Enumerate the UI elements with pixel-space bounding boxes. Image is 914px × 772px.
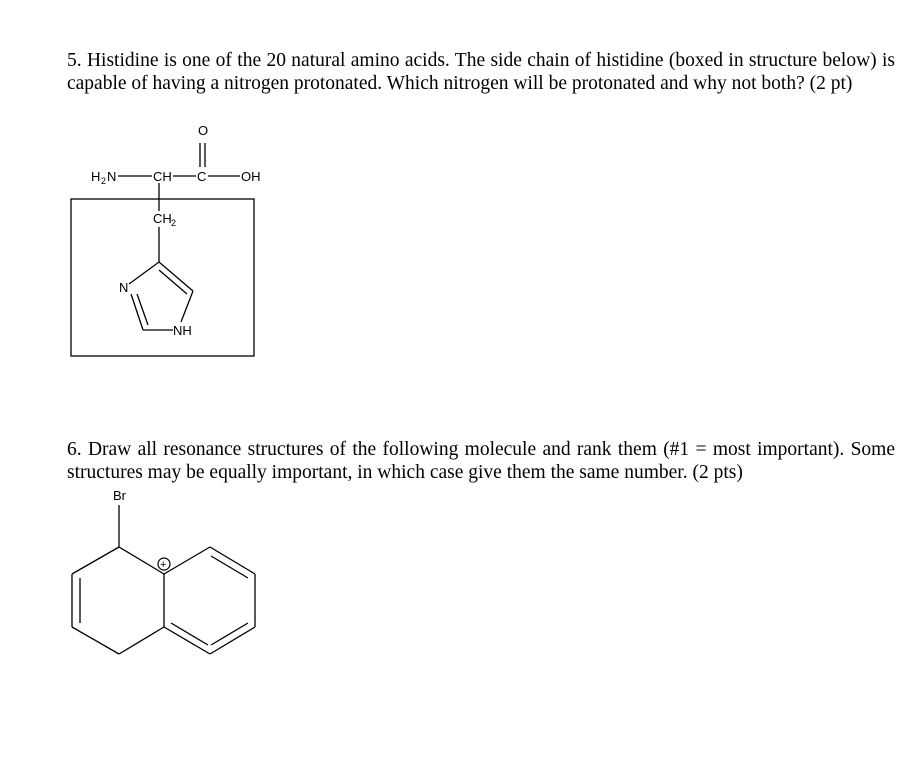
methylene-sub-label: 2 [171, 218, 177, 228]
left-ring-bond-5 [119, 547, 167, 574]
right-ring-bond-4 [210, 627, 255, 654]
left-ring-bond-1 [72, 547, 119, 574]
left-ring-bond-4 [119, 627, 164, 654]
right-ring-bond-2 [210, 547, 255, 574]
ring-nh-label: NH [173, 323, 192, 338]
alpha-carbon-label: CH [153, 169, 172, 184]
left-ring-bond-3 [72, 627, 119, 654]
right-ring-bond-1 [164, 547, 210, 574]
carbonyl-carbon-label: C [197, 169, 207, 184]
hydroxyl-label: OH [241, 169, 261, 184]
amine-sub-label: 2 [101, 176, 107, 186]
question-5-text: 5. Histidine is one of the 20 natural amino acids. The side chain of histidine (boxed in structure below) is capable of having a nitrogen protonated. Which nitrogen will be protonated and why not both? (2 pt) [67, 50, 895, 94]
amine-n-label: N [107, 169, 117, 184]
ring-n-label: N [119, 280, 129, 295]
amine-h-label: H [91, 169, 101, 184]
carbonyl-oxygen-label: O [198, 123, 209, 138]
methylene-c-label: CH [153, 211, 172, 226]
right-ring-bond-5 [164, 627, 210, 654]
positive-charge-label: + [160, 559, 167, 571]
question-6-text: 6. Draw all resonance structures of the following molecule and rank them (#1 = most important). Some structures may be equally important, in which case give them the same number. (2 pts) [67, 439, 895, 483]
bromine-label: Br [113, 488, 126, 503]
